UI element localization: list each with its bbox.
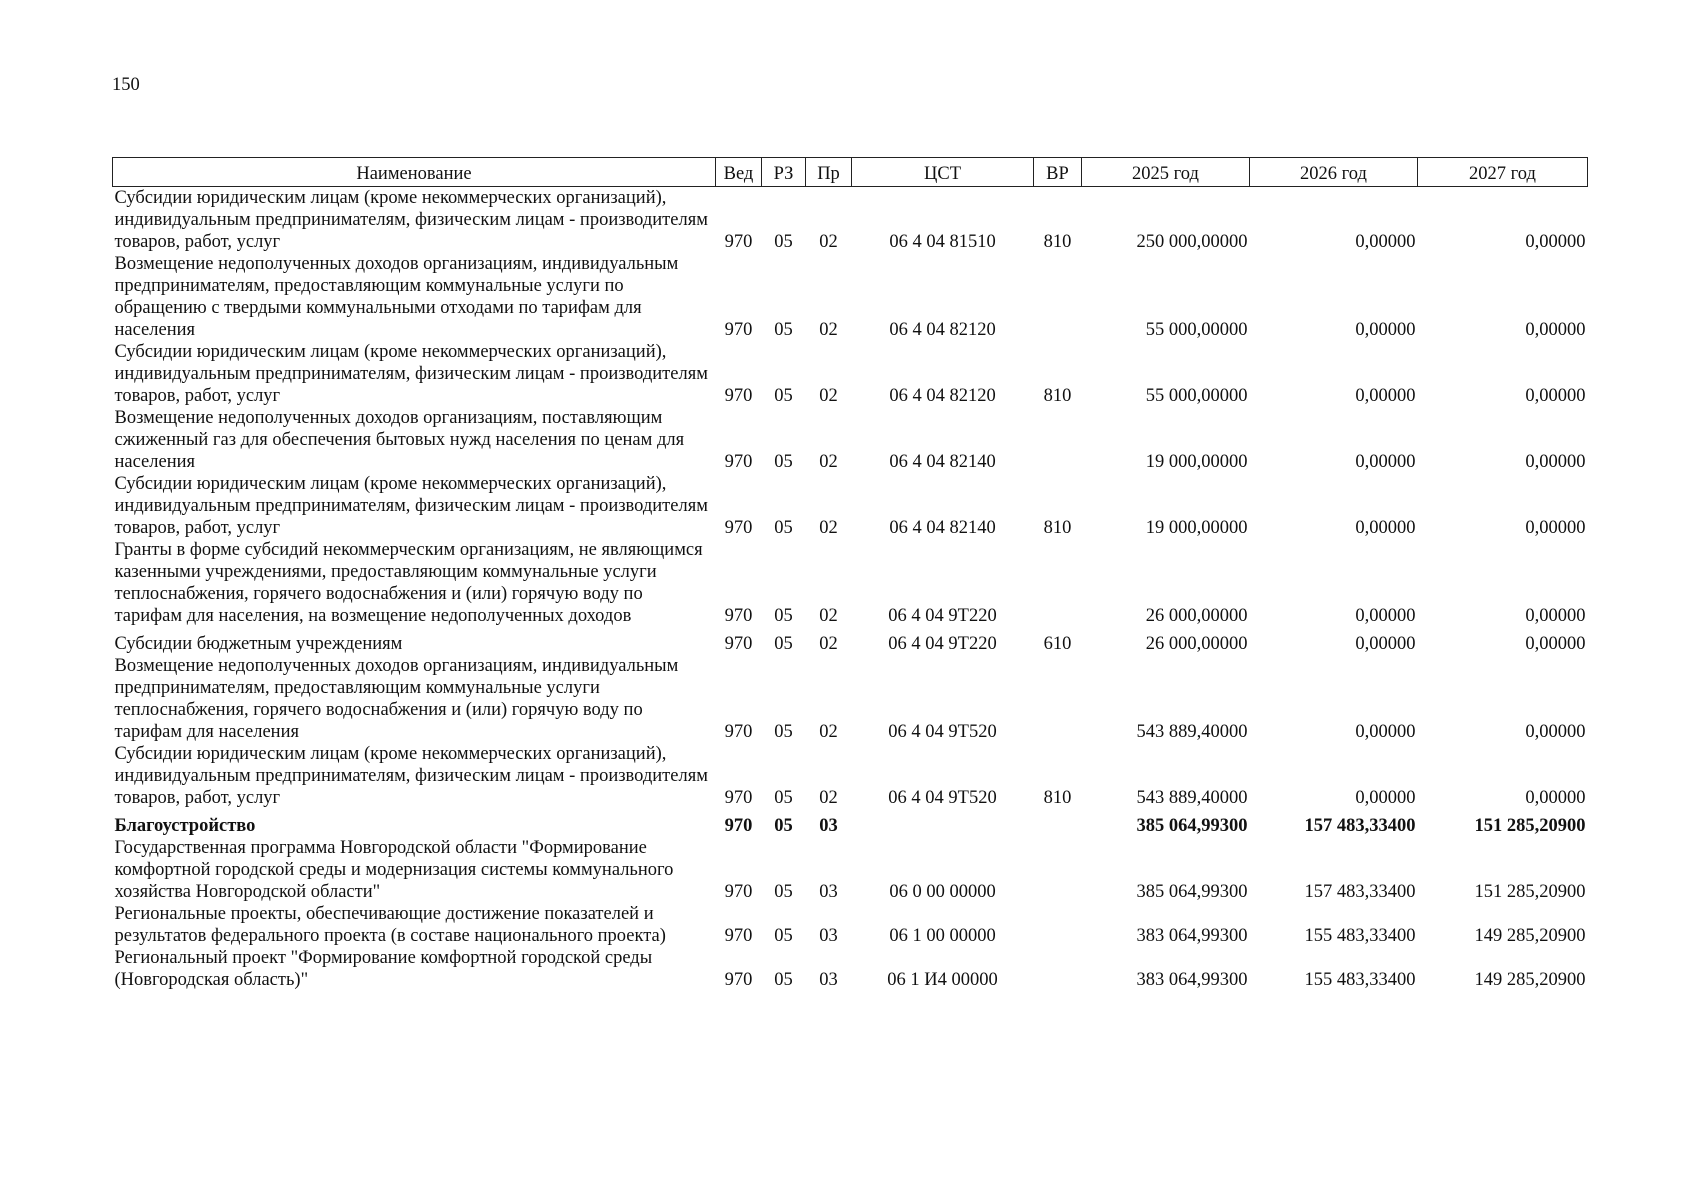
cell-rz: 05 [774, 606, 793, 626]
cell-cst: 06 4 04 82140 [889, 518, 996, 538]
cell-ved: 970 [724, 722, 753, 742]
cell-vr: 810 [1043, 232, 1072, 252]
cell-2026: 0,00000 [1355, 606, 1416, 626]
cell-2025: 543 889,40000 [1136, 788, 1248, 808]
cell-ved: 970 [724, 788, 753, 808]
cell-name: Возмещение недополученных доходов организациям, индивидуальным предпринимателям, предоставляющим коммунальные услуги по обращению с твердыми коммунальными отходами по тарифам для населения [114, 254, 679, 340]
cell-rz: 05 [774, 518, 793, 538]
cell-vr: 810 [1043, 386, 1072, 406]
col-cst-header: ЦСТ [852, 158, 1034, 187]
table-row [113, 743, 1588, 809]
table-row [113, 837, 1588, 903]
cell-2027: 0,00000 [1525, 320, 1586, 340]
cell-name: Субсидии бюджетным учреждениям [114, 634, 403, 654]
cell-vr [1034, 837, 1082, 903]
cell-rz: 05 [774, 788, 793, 808]
cell-pr: 02 [819, 722, 838, 742]
cell-2025: 543 889,40000 [1136, 722, 1248, 742]
cell-name: Возмещение недополученных доходов организациям, поставляющим сжиженный газ для обеспечения бытовых нужд населения по ценам для населения [114, 408, 685, 472]
table-row [113, 947, 1588, 991]
cell-2026: 0,00000 [1355, 452, 1416, 472]
cell-vr [1034, 407, 1082, 473]
table-row [113, 539, 1588, 627]
cell-ved: 970 [724, 386, 753, 406]
cell-rz: 05 [774, 882, 793, 902]
cell-2026: 155 483,33400 [1304, 970, 1416, 990]
cell-pr: 02 [819, 788, 838, 808]
cell-name: Субсидии юридическим лицам (кроме некоммерческих организаций), индивидуальным предпринимателям, физическим лицам - производителям товаров, работ, услуг [114, 188, 708, 252]
cell-2025: 383 064,99300 [1136, 970, 1248, 990]
cell-2027: 0,00000 [1525, 232, 1586, 252]
cell-2025: 19 000,00000 [1145, 452, 1248, 472]
cell-cst: 06 1 00 00000 [889, 926, 996, 946]
cell-2027: 0,00000 [1525, 386, 1586, 406]
cell-vr [1034, 903, 1082, 947]
cell-pr: 03 [819, 882, 838, 902]
cell-cst [852, 809, 1034, 837]
table-header [113, 158, 1588, 187]
cell-2027: 149 285,20900 [1474, 970, 1586, 990]
col-vr-header: ВР [1034, 158, 1082, 187]
cell-2027: 0,00000 [1525, 634, 1586, 654]
cell-pr: 02 [819, 634, 838, 654]
cell-cst: 06 4 04 9Т220 [888, 606, 997, 626]
cell-pr: 02 [819, 232, 838, 252]
cell-name: Возмещение недополученных доходов организациям, индивидуальным предпринимателям, предоставляющим коммунальные услуги теплоснабжения, горячего водоснабжения и (или) горячую воду по тарифам для населения [114, 656, 679, 742]
cell-pr: 02 [819, 386, 838, 406]
cell-rz: 05 [774, 452, 793, 472]
page-number: 150 [112, 75, 140, 95]
cell-rz: 05 [774, 232, 793, 252]
cell-vr: 610 [1043, 634, 1072, 654]
cell-2025: 19 000,00000 [1145, 518, 1248, 538]
table-row [113, 341, 1588, 407]
cell-vr: 810 [1043, 788, 1072, 808]
table-row [113, 809, 1588, 837]
cell-vr [1034, 655, 1082, 743]
cell-2026: 157 483,33400 [1304, 816, 1416, 836]
cell-2026: 0,00000 [1355, 320, 1416, 340]
cell-cst: 06 4 04 81510 [889, 232, 996, 252]
table-row [113, 473, 1588, 539]
cell-2026: 157 483,33400 [1304, 882, 1416, 902]
cell-name: Субсидии юридическим лицам (кроме некоммерческих организаций), индивидуальным предпринимателям, физическим лицам - производителям товаров, работ, услуг [114, 744, 708, 808]
cell-pr: 02 [819, 452, 838, 472]
cell-cst: 06 1 И4 00000 [887, 970, 998, 990]
cell-name: Гранты в форме субсидий некоммерческим организациям, не являющимся казенными учреждениями, предоставляющим коммунальные услуги теплоснабжения, горячего водоснабжения и (или) горячую воду по тарифам для населения, на возмещение недополученных доходов [114, 540, 703, 626]
cell-pr: 03 [819, 816, 838, 836]
cell-cst: 06 4 04 9Т520 [888, 788, 997, 808]
cell-2026: 0,00000 [1355, 634, 1416, 654]
cell-pr: 02 [819, 606, 838, 626]
cell-cst: 06 0 00 00000 [889, 882, 996, 902]
cell-ved: 970 [724, 882, 753, 902]
table-row [113, 253, 1588, 341]
cell-pr: 02 [819, 518, 838, 538]
cell-rz: 05 [774, 320, 793, 340]
cell-2027: 0,00000 [1525, 452, 1586, 472]
cell-name: Субсидии юридическим лицам (кроме некоммерческих организаций), индивидуальным предпринимателям, физическим лицам - производителям товаров, работ, услуг [114, 342, 708, 406]
cell-2027: 0,00000 [1525, 788, 1586, 808]
table-row [113, 655, 1588, 743]
cell-2027: 0,00000 [1525, 722, 1586, 742]
cell-2026: 155 483,33400 [1304, 926, 1416, 946]
cell-rz: 05 [774, 634, 793, 654]
cell-cst: 06 4 04 82140 [889, 452, 996, 472]
table-body [113, 187, 1588, 992]
cell-rz: 05 [774, 722, 793, 742]
cell-2027: 0,00000 [1525, 606, 1586, 626]
cell-ved: 970 [724, 232, 753, 252]
col-2026-header: 2026 год [1250, 158, 1418, 187]
table-row [113, 407, 1588, 473]
cell-2027: 0,00000 [1525, 518, 1586, 538]
col-2025-header: 2025 год [1082, 158, 1250, 187]
cell-pr: 02 [819, 320, 838, 340]
cell-name: Благоустройство [114, 816, 256, 836]
cell-pr: 03 [819, 970, 838, 990]
cell-2027: 151 285,20900 [1474, 882, 1586, 902]
cell-ved: 970 [724, 320, 753, 340]
table-row [113, 627, 1588, 655]
cell-vr [1034, 809, 1082, 837]
header-row [113, 158, 1588, 187]
table-row [113, 187, 1588, 254]
cell-vr [1034, 947, 1082, 991]
cell-cst: 06 4 04 9Т520 [888, 722, 997, 742]
cell-name: Региональный проект "Формирование комфортной городской среды (Новгородская область)" [114, 948, 653, 990]
cell-ved: 970 [724, 970, 753, 990]
cell-2027: 149 285,20900 [1474, 926, 1586, 946]
cell-2026: 0,00000 [1355, 788, 1416, 808]
col-2027-header: 2027 год [1418, 158, 1588, 187]
cell-2025: 55 000,00000 [1145, 320, 1248, 340]
cell-2026: 0,00000 [1355, 386, 1416, 406]
cell-rz: 05 [774, 926, 793, 946]
col-rz-header: РЗ [762, 158, 806, 187]
budget-table [112, 157, 1588, 991]
cell-2025: 383 064,99300 [1136, 926, 1248, 946]
cell-name: Региональные проекты, обеспечивающие достижение показателей и результатов федерального проекта (в составе национального проекта) [114, 904, 666, 946]
cell-name: Субсидии юридическим лицам (кроме некоммерческих организаций), индивидуальным предпринимателям, физическим лицам - производителям товаров, работ, услуг [114, 474, 708, 538]
cell-2025: 250 000,00000 [1136, 232, 1248, 252]
cell-ved: 970 [724, 606, 753, 626]
cell-rz: 05 [774, 816, 793, 836]
col-name-header: Наименование [113, 158, 716, 187]
cell-vr [1034, 539, 1082, 627]
cell-rz: 05 [774, 386, 793, 406]
cell-rz: 05 [774, 970, 793, 990]
cell-2025: 55 000,00000 [1145, 386, 1248, 406]
cell-cst: 06 4 04 82120 [889, 386, 996, 406]
cell-2025: 26 000,00000 [1145, 634, 1248, 654]
cell-cst: 06 4 04 82120 [889, 320, 996, 340]
cell-ved: 970 [724, 452, 753, 472]
cell-2025: 385 064,99300 [1136, 816, 1248, 836]
cell-pr: 03 [819, 926, 838, 946]
cell-vr [1034, 253, 1082, 341]
cell-ved: 970 [724, 634, 753, 654]
cell-cst: 06 4 04 9Т220 [888, 634, 997, 654]
cell-ved: 970 [724, 816, 753, 836]
cell-2027: 151 285,20900 [1474, 816, 1586, 836]
cell-2026: 0,00000 [1355, 232, 1416, 252]
table-row [113, 903, 1588, 947]
cell-2026: 0,00000 [1355, 518, 1416, 538]
cell-2025: 26 000,00000 [1145, 606, 1248, 626]
cell-name: Государственная программа Новгородской области "Формирование комфортной городской среды и модернизация системы коммунального хозяйства Новгородской области" [114, 838, 674, 902]
col-pr-header: Пр [806, 158, 852, 187]
cell-vr: 810 [1043, 518, 1072, 538]
cell-ved: 970 [724, 926, 753, 946]
cell-2025: 385 064,99300 [1136, 882, 1248, 902]
cell-ved: 970 [724, 518, 753, 538]
col-ved-header: Вед [716, 158, 762, 187]
cell-2026: 0,00000 [1355, 722, 1416, 742]
